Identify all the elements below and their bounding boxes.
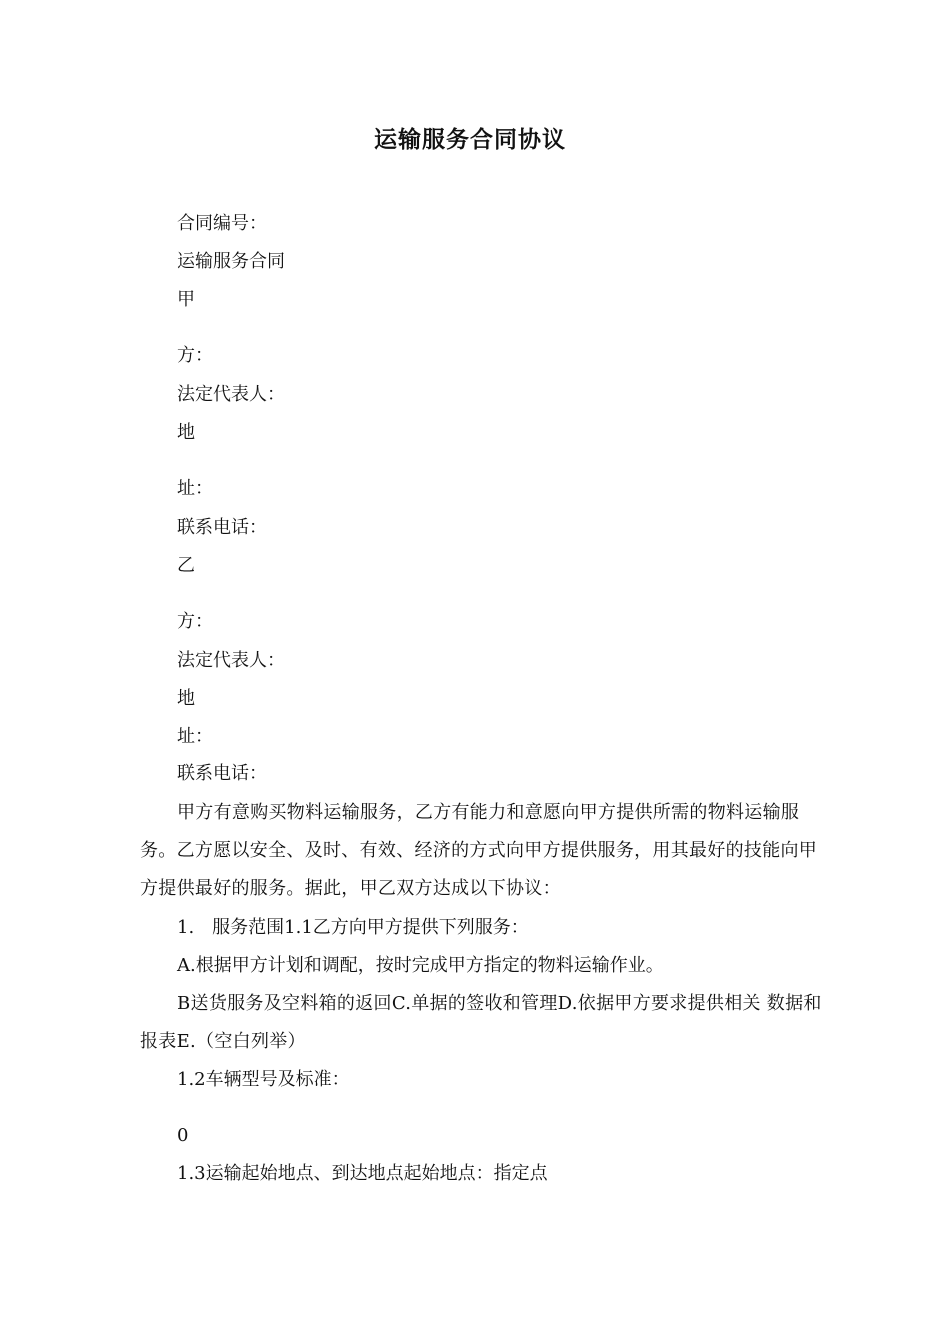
party-a-label-first: 甲 [177,289,195,310]
clause-1-heading: 1. 服务范围1.1乙方向甲方提供下列服务： [177,917,529,938]
clause-1-2-value: 0 [177,1125,189,1146]
party-a-address-second: 址： [177,478,213,499]
party-b-address-second: 址： [177,726,213,747]
clause-1-item-a: A.根据甲方计划和调配，按时完成甲方指定的物料运输作业。 [177,955,664,976]
clause-1-3-heading: 1.3运输起始地点、到达地点起始地点：指定点 [177,1163,548,1184]
party-a-address-first: 地 [177,422,195,443]
party-b-address-first: 地 [177,688,195,709]
party-b-representative: 法定代表人： [177,650,285,671]
document-title: 运输服务合同协议 [374,127,566,153]
party-a-label-second: 方： [177,345,213,366]
party-b-label-second: 方： [177,611,213,632]
intro-paragraph: 甲方有意购买物料运输服务，乙方有能力和意愿向甲方提供所需的物料运输服务。乙方愿以安全、及时、有效、经济的方式向甲方提供服务，用其最好的技能向甲方提供最好的服务。据此，甲乙双方达成以下协议： [140,802,818,899]
contract-number-label: 合同编号： [177,213,267,234]
clause-1-item-b: B送货服务及空料箱的返回C.单据的签收和管理D.依据甲方要求提供相关 数据和报表E.（空白列举） [140,993,822,1052]
party-b-label-first: 乙 [177,555,195,576]
clause-1-2-heading: 1.2车辆型号及标准： [177,1069,350,1090]
party-a-phone: 联系电话： [177,517,267,538]
party-a-representative: 法定代表人： [177,384,285,405]
contract-name: 运输服务合同 [177,251,285,272]
party-b-phone: 联系电话： [177,763,267,784]
